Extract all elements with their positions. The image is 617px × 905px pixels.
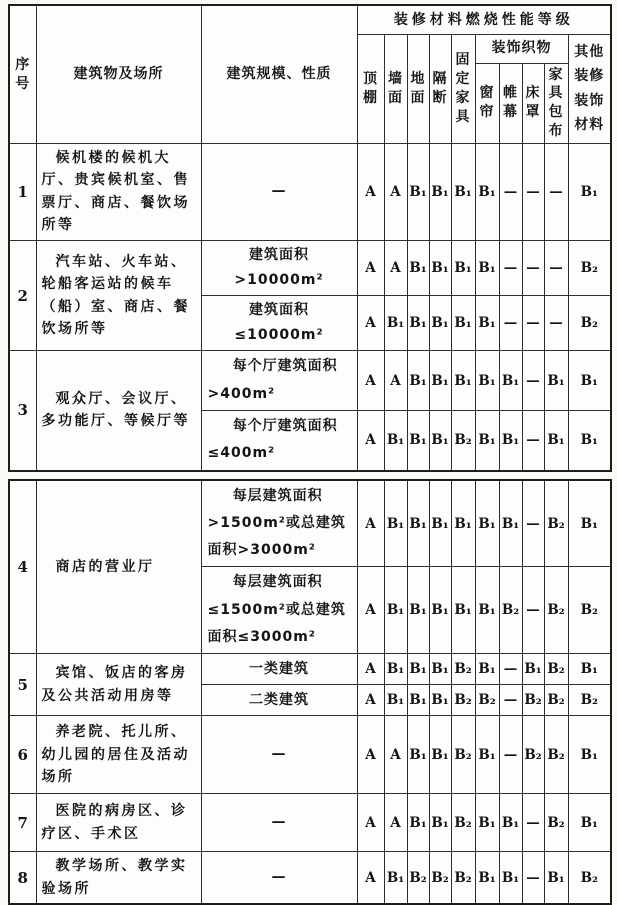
grade-cell-furniture-fabric: B₂ <box>544 685 568 716</box>
serial-cell: 8 <box>9 852 36 904</box>
scale-cell: 建筑面积≤10000m² <box>201 296 357 351</box>
serial-cell: 5 <box>9 654 36 716</box>
grade-cell-fixed-furniture: B₂ <box>451 716 475 794</box>
grade-cell-wall: B₁ <box>384 480 407 567</box>
grade-cell-floor: B₁ <box>407 716 429 794</box>
table-row <box>9 240 611 295</box>
grade-cell-curtain: B₁ <box>475 716 499 794</box>
grade-cell-floor: B₁ <box>407 144 429 241</box>
table-row <box>9 716 611 794</box>
grade-cell-drape: — <box>499 654 522 685</box>
serial-cell: 3 <box>9 351 36 471</box>
grade-cell-curtain: B₁ <box>475 567 499 654</box>
grade-cell-ceiling: A <box>357 716 384 794</box>
grade-cell-floor: B₁ <box>407 296 429 351</box>
scale-cell: 每层建筑面积≤1500m²或总建筑面积≤3000m² <box>201 567 357 654</box>
grade-cell-drape: — <box>499 240 522 295</box>
header-fabric-group: 装饰织物 <box>475 34 568 63</box>
grade-cell-furniture-fabric: B₂ <box>544 480 568 567</box>
grade-cell-other: B₁ <box>568 794 611 852</box>
serial-cell: 1 <box>9 144 36 241</box>
grade-cell-bedspread: — <box>522 351 544 411</box>
grade-cell-floor: B₁ <box>407 654 429 685</box>
grade-cell-partition: B₁ <box>429 654 451 685</box>
grade-cell-floor: B₁ <box>407 567 429 654</box>
grade-cell-bedspread: B₁ <box>522 654 544 685</box>
scale-cell: 每个厅建筑面积≤400m² <box>201 410 357 470</box>
grade-cell-bedspread: — <box>522 852 544 904</box>
grade-cell-curtain: B₁ <box>475 240 499 295</box>
table-row <box>9 480 611 567</box>
header-wall: 墙面 <box>384 34 407 144</box>
grade-cell-drape: B₁ <box>499 852 522 904</box>
grade-cell-curtain: B₁ <box>475 654 499 685</box>
header-furniture-fabric: 家具包布 <box>544 63 568 144</box>
grade-cell-bedspread: — <box>522 794 544 852</box>
grade-cell-floor: B₂ <box>407 852 429 904</box>
place-cell: 宾馆、饭店的客房及公共活动用房等 <box>36 654 201 716</box>
header-fixed-furniture: 固定家具 <box>451 34 475 144</box>
grade-cell-furniture-fabric: — <box>544 144 568 241</box>
grade-cell-wall: B₁ <box>384 296 407 351</box>
grade-cell-fixed-furniture: B₂ <box>451 654 475 685</box>
grade-cell-furniture-fabric: B₂ <box>544 716 568 794</box>
grade-cell-wall: B₁ <box>384 410 407 470</box>
grade-cell-furniture-fabric: B₂ <box>544 654 568 685</box>
header-floor: 地面 <box>407 34 429 144</box>
table-row <box>9 852 611 904</box>
header-other: 其他装修装饰材料 <box>568 34 611 144</box>
grade-cell-partition: B₁ <box>429 296 451 351</box>
grade-cell-fixed-furniture: B₂ <box>451 685 475 716</box>
grade-cell-bedspread: — <box>522 296 544 351</box>
table-row <box>9 794 611 852</box>
place-cell: 汽车站、火车站、轮船客运站的候车（船）室、商店、餐饮场所等 <box>36 240 201 351</box>
grade-cell-furniture-fabric: B₁ <box>544 351 568 411</box>
grade-cell-fixed-furniture: B₁ <box>451 480 475 567</box>
grade-cell-drape: — <box>499 685 522 716</box>
header-ceiling: 顶棚 <box>357 34 384 144</box>
grade-cell-bedspread: — <box>522 410 544 470</box>
grade-cell-partition: B₁ <box>429 351 451 411</box>
grade-cell-partition: B₁ <box>429 410 451 470</box>
materials-table-part1 <box>8 4 612 472</box>
grade-cell-ceiling: A <box>357 480 384 567</box>
grade-cell-curtain: B₁ <box>475 144 499 241</box>
header-place: 建筑物及场所 <box>36 5 201 144</box>
grade-cell-curtain: B₁ <box>475 794 499 852</box>
scale-cell: 每个厅建筑面积>400m² <box>201 351 357 411</box>
grade-cell-other: B₁ <box>568 654 611 685</box>
grade-cell-bedspread: B₂ <box>522 685 544 716</box>
grade-cell-fixed-furniture: B₂ <box>451 410 475 470</box>
scale-cell: 二类建筑 <box>201 685 357 716</box>
grade-cell-wall: B₁ <box>384 685 407 716</box>
grade-cell-other: B₂ <box>568 296 611 351</box>
grade-cell-fixed-furniture: B₂ <box>451 794 475 852</box>
header-drape: 帷幕 <box>499 63 522 144</box>
grade-cell-ceiling: A <box>357 567 384 654</box>
grade-cell-ceiling: A <box>357 794 384 852</box>
scale-cell: — <box>201 794 357 852</box>
grade-cell-bedspread: — <box>522 480 544 567</box>
grade-cell-fixed-furniture: B₁ <box>451 351 475 411</box>
grade-cell-bedspread: — <box>522 240 544 295</box>
grade-cell-bedspread: B₂ <box>522 716 544 794</box>
scale-cell: 建筑面积>10000m² <box>201 240 357 295</box>
place-cell: 养老院、托儿所、幼儿园的居住及活动场所 <box>36 716 201 794</box>
grade-cell-partition: B₁ <box>429 794 451 852</box>
grade-cell-other: B₁ <box>568 480 611 567</box>
grade-cell-drape: — <box>499 716 522 794</box>
grade-cell-furniture-fabric: B₂ <box>544 567 568 654</box>
grade-cell-ceiling: A <box>357 351 384 411</box>
grade-cell-curtain: B₁ <box>475 852 499 904</box>
scale-cell: 每层建筑面积>1500m²或总建筑面积>3000m² <box>201 480 357 567</box>
grade-cell-floor: B₁ <box>407 351 429 411</box>
grade-cell-wall: B₁ <box>384 654 407 685</box>
grade-cell-other: B₂ <box>568 685 611 716</box>
grade-cell-wall: A <box>384 144 407 241</box>
grade-cell-wall: A <box>384 794 407 852</box>
header-scale: 建筑规模、性质 <box>201 5 357 144</box>
grade-cell-drape: B₂ <box>499 567 522 654</box>
place-cell: 观众厅、会议厅、多功能厅、等候厅等 <box>36 351 201 471</box>
grade-cell-partition: B₁ <box>429 480 451 567</box>
grade-cell-drape: B₁ <box>499 794 522 852</box>
place-cell: 医院的病房区、诊疗区、手术区 <box>36 794 201 852</box>
table-row <box>9 144 611 241</box>
header-serial: 序号 <box>9 5 36 144</box>
grade-cell-partition: B₁ <box>429 685 451 716</box>
grade-cell-ceiling: A <box>357 852 384 904</box>
scale-cell: — <box>201 852 357 904</box>
grade-cell-curtain: B₁ <box>475 296 499 351</box>
table-row <box>9 654 611 685</box>
serial-cell: 7 <box>9 794 36 852</box>
place-cell: 商店的营业厅 <box>36 480 201 654</box>
grade-cell-drape: — <box>499 296 522 351</box>
grade-cell-ceiling: A <box>357 654 384 685</box>
grade-cell-furniture-fabric: B₁ <box>544 852 568 904</box>
grade-cell-other: B₁ <box>568 351 611 411</box>
table-row <box>9 351 611 411</box>
serial-cell: 6 <box>9 716 36 794</box>
grade-cell-drape: B₁ <box>499 351 522 411</box>
grade-cell-floor: B₁ <box>407 240 429 295</box>
grade-cell-furniture-fabric: B₂ <box>544 794 568 852</box>
grade-cell-wall: A <box>384 351 407 411</box>
grade-cell-wall: B₁ <box>384 567 407 654</box>
document-page <box>0 4 617 897</box>
scale-cell: 一类建筑 <box>201 654 357 685</box>
header-curtain: 窗帘 <box>475 63 499 144</box>
grade-cell-ceiling: A <box>357 410 384 470</box>
grade-cell-curtain: B₁ <box>475 351 499 411</box>
grade-cell-other: B₁ <box>568 144 611 241</box>
grade-cell-partition: B₂ <box>429 852 451 904</box>
header-grade-group: 装修材料燃烧性能等级 <box>357 5 611 34</box>
grade-cell-ceiling: A <box>357 240 384 295</box>
grade-cell-floor: B₁ <box>407 480 429 567</box>
grade-cell-fixed-furniture: B₂ <box>451 852 475 904</box>
grade-cell-partition: B₁ <box>429 567 451 654</box>
grade-cell-other: B₁ <box>568 410 611 470</box>
grade-cell-bedspread: — <box>522 144 544 241</box>
grade-cell-furniture-fabric: — <box>544 296 568 351</box>
grade-cell-fixed-furniture: B₁ <box>451 240 475 295</box>
place-cell: 教学场所、教学实验场所 <box>36 852 201 904</box>
header-bedspread: 床罩 <box>522 63 544 144</box>
grade-cell-curtain: B₁ <box>475 480 499 567</box>
grade-cell-bedspread: — <box>522 567 544 654</box>
grade-cell-ceiling: A <box>357 144 384 241</box>
serial-cell: 2 <box>9 240 36 351</box>
grade-cell-ceiling: A <box>357 296 384 351</box>
grade-cell-other: B₂ <box>568 240 611 295</box>
serial-cell: 4 <box>9 480 36 654</box>
grade-cell-other: B₁ <box>568 716 611 794</box>
grade-cell-wall: A <box>384 240 407 295</box>
grade-cell-floor: B₁ <box>407 794 429 852</box>
grade-cell-partition: B₁ <box>429 716 451 794</box>
grade-cell-furniture-fabric: B₁ <box>544 410 568 470</box>
grade-cell-floor: B₁ <box>407 685 429 716</box>
grade-cell-fixed-furniture: B₁ <box>451 296 475 351</box>
materials-table-part2 <box>8 479 612 905</box>
grade-cell-other: B₂ <box>568 852 611 904</box>
scale-cell: — <box>201 716 357 794</box>
grade-cell-drape: — <box>499 144 522 241</box>
place-cell: 候机楼的候机大厅、贵宾候机室、售票厅、商店、餐饮场所等 <box>36 144 201 241</box>
grade-cell-fixed-furniture: B₁ <box>451 567 475 654</box>
grade-cell-partition: B₁ <box>429 144 451 241</box>
grade-cell-floor: B₁ <box>407 410 429 470</box>
grade-cell-furniture-fabric: — <box>544 240 568 295</box>
grade-cell-wall: A <box>384 716 407 794</box>
grade-cell-curtain: B₁ <box>475 410 499 470</box>
grade-cell-partition: B₁ <box>429 240 451 295</box>
grade-cell-wall: B₁ <box>384 852 407 904</box>
grade-cell-ceiling: A <box>357 685 384 716</box>
grade-cell-fixed-furniture: B₁ <box>451 144 475 241</box>
grade-cell-other: B₂ <box>568 567 611 654</box>
scale-cell: — <box>201 144 357 241</box>
grade-cell-drape: B₁ <box>499 480 522 567</box>
grade-cell-drape: B₁ <box>499 410 522 470</box>
header-partition: 隔断 <box>429 34 451 144</box>
grade-cell-curtain: B₂ <box>475 685 499 716</box>
